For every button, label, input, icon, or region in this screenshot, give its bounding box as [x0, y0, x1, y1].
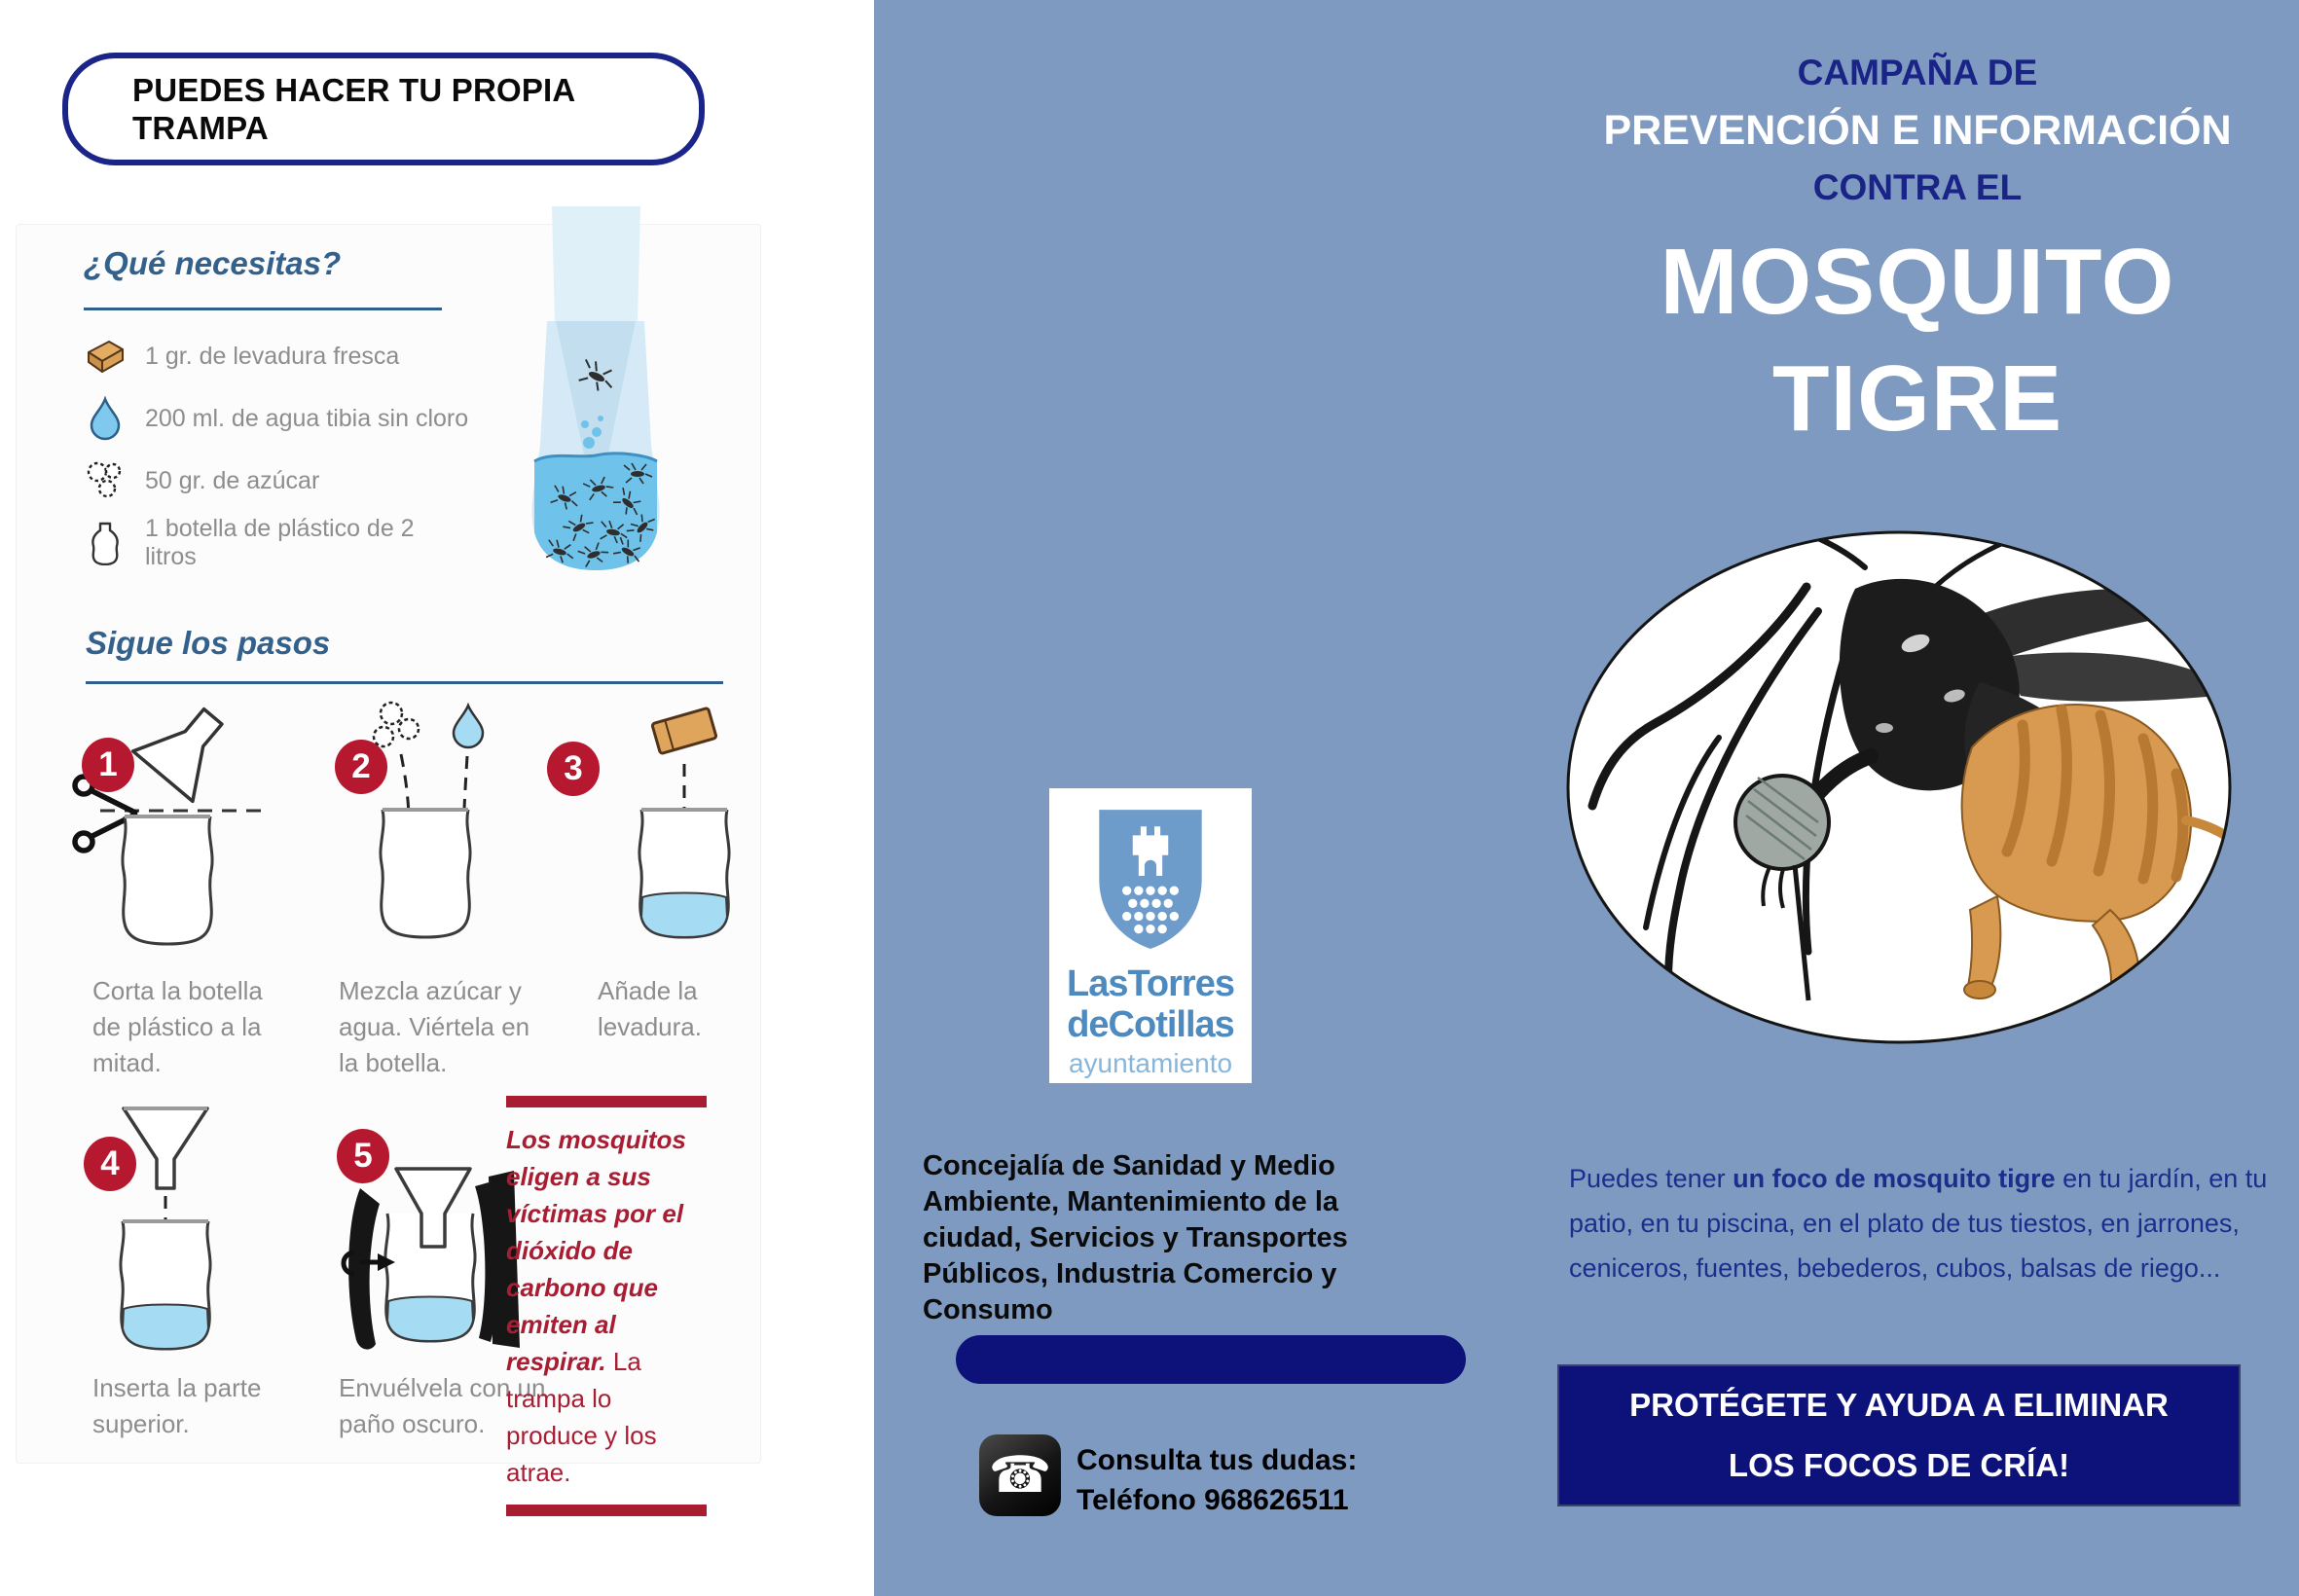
logo-text-line2: deCotillas — [1067, 1004, 1234, 1045]
note-bottom-rule — [506, 1505, 707, 1516]
shield-icon — [1091, 804, 1210, 952]
cta-line2: LOS FOCOS DE CRÍA! — [1728, 1447, 2070, 1483]
step-caption: Inserta la parte superior. — [92, 1373, 262, 1438]
ingredient-text: 1 gr. de levadura fresca — [145, 342, 400, 370]
list-item — [83, 325, 472, 387]
yeast-icon — [83, 334, 128, 379]
campaign-line3: CONTRA EL — [1812, 167, 2023, 207]
logo-text-line1: LasTorres — [1067, 963, 1234, 1004]
steps-underline — [86, 681, 723, 684]
list-item — [83, 512, 472, 574]
steps-heading: Sigue los pasos — [86, 625, 331, 661]
trap-title-box — [62, 53, 705, 165]
water-drop-icon — [83, 396, 128, 441]
needs-list — [83, 325, 472, 574]
step-number-badge: 5 — [337, 1129, 389, 1183]
needs-underline — [84, 308, 442, 310]
foci-paragraph — [1569, 1156, 2291, 1290]
note-bold-text: Los mosquitos eligen a sus víctimas por el dióxido de carbono que emiten al respirar. — [506, 1125, 686, 1376]
step2-illustration — [321, 696, 530, 973]
list-item — [83, 387, 472, 450]
ingredient-text: 1 botella de plástico de 2 litros — [145, 515, 415, 570]
mosquito-note — [506, 1096, 707, 1516]
campaign-line1: CAMPAÑA DE — [1797, 53, 2038, 92]
sugar-icon — [83, 458, 128, 503]
step-number-badge: 3 — [547, 742, 600, 796]
step1-illustration — [63, 696, 273, 973]
bottle-trap-image — [492, 206, 701, 574]
campaign-heading — [1587, 51, 2248, 221]
department-text: Concejalía de Sanidad y Medio Ambiente, Mantenimiento de la ciudad, Servicios y Transportes Públicos, Industria Comercio y Consumo — [923, 1150, 1348, 1325]
needs-heading: ¿Qué necesitas? — [84, 245, 342, 281]
step-caption: Corta la botella de plástico a la mitad. — [92, 976, 263, 1077]
logo-text-line3: ayuntamiento — [1068, 1048, 1233, 1078]
step-caption: Envuélvela con un paño oscuro. — [339, 1373, 546, 1438]
ingredient-text: 200 ml. de agua tibia sin cloro — [145, 404, 469, 432]
list-item — [83, 450, 472, 512]
ayuntamiento-logo — [1049, 788, 1252, 1083]
phone-icon: ☎ — [979, 1434, 1061, 1516]
note-regular-text: La trampa lo produce y los atrae. — [506, 1347, 657, 1487]
tiger-mosquito-image — [1563, 528, 2235, 1046]
contact-line1: Consulta tus dudas: — [1077, 1444, 1358, 1476]
paragraph-bold: un foco de mosquito tigre — [1733, 1164, 2056, 1193]
paragraph-post: en tu jardín, en tu patio, en tu piscina, en el plato de tus tiestos, en jarrones, ceniceros, fuentes, bebederos, cubos, balsas de riego... — [1569, 1164, 2268, 1283]
campaign-line2: PREVENCIÓN E INFORMACIÓN — [1603, 107, 2232, 154]
title-line1: MOSQUITO — [1660, 230, 2175, 334]
cta-line1: PROTÉGETE Y AYUDA A ELIMINAR — [1629, 1387, 2169, 1423]
navy-divider-bar — [956, 1335, 1466, 1384]
bottle-icon — [83, 521, 128, 565]
step-number-badge: 2 — [335, 740, 387, 794]
step-number-badge: 4 — [84, 1137, 136, 1191]
trap-title: PUEDES HACER TU PROPIA TRAMPA — [132, 72, 575, 146]
contact-block — [1077, 1440, 1357, 1520]
cta-banner — [1557, 1364, 2241, 1506]
step3-illustration — [540, 696, 749, 973]
mosquito-tigre-title — [1587, 224, 2248, 457]
step-number-badge: 1 — [82, 738, 134, 792]
contact-line2: Teléfono 968626511 — [1077, 1484, 1349, 1516]
step-caption: Añade la levadura. — [598, 976, 702, 1041]
step-caption: Mezcla azúcar y agua. Viértela en la botella. — [339, 976, 530, 1077]
title-line2: TIGRE — [1771, 346, 2063, 451]
ingredient-text: 50 gr. de azúcar — [145, 466, 320, 494]
note-top-rule — [506, 1096, 707, 1107]
paragraph-pre: Puedes tener — [1569, 1164, 1733, 1193]
